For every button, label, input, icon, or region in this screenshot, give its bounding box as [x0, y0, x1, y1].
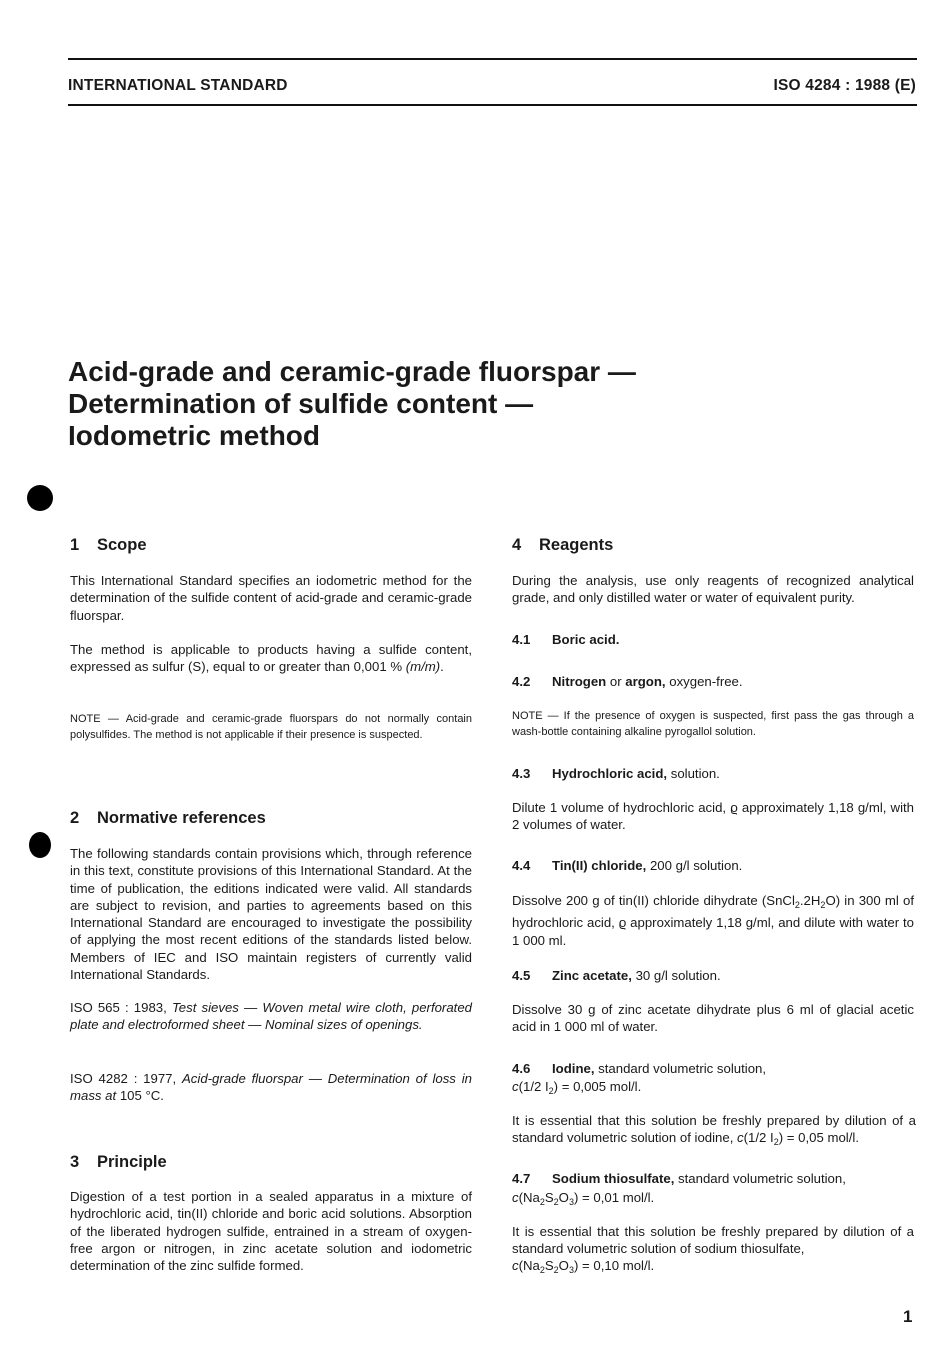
ref2-end: 105 °C.: [116, 1088, 164, 1104]
reagent-name: Sodium thiosulfate,: [552, 1171, 675, 1186]
reagent-number: 4.6: [512, 1061, 531, 1076]
scope-p2-end: .: [440, 659, 444, 675]
subscript: 3: [568, 1197, 574, 1207]
reagent-name: Boric acid.: [552, 632, 620, 647]
header-left: INTERNATIONAL STANDARD: [68, 77, 288, 94]
reagent-number: 4.3: [512, 766, 531, 781]
reagent-name: Tin(II) chloride,: [552, 858, 647, 873]
text-run: (1/2 I: [518, 1079, 549, 1094]
text-run: (Na: [518, 1258, 540, 1273]
subscript: 3: [568, 1265, 574, 1275]
scope-note: NOTE — Acid-grade and ceramic-grade fluorspars do not normally contain polysulfides. The method is not applicable if their presence is suspected.: [70, 713, 472, 741]
section-title: Reagents: [539, 536, 614, 554]
principle-paragraph: Digestion of a test portion in a sealed apparatus in a mixture of hydrochloric acid, tin(II) chloride and boric acid solutions. Absorption of the liberated hydrogen sulfide, entrained in a stream of oxygen-free argon or nitrogen, in zinc acetate solution and iodometric determination of the zinc sulfide formed.: [70, 1189, 472, 1274]
page-number: 1: [903, 1307, 913, 1326]
ref2-code: ISO 4282 : 1977,: [70, 1071, 182, 1086]
ref2-title: Acid-grade fluorspar — Determination of loss in mass at: [70, 1071, 472, 1104]
reference-iso-565: [70, 999, 472, 1034]
text-run: c: [737, 1130, 744, 1146]
section-heading-reagents: [512, 536, 613, 555]
subscript: 2: [539, 1265, 545, 1275]
reagent-name: Iodine,: [552, 1061, 595, 1076]
section-title: Principle: [97, 1153, 167, 1171]
text-run: (1/2 I: [743, 1130, 774, 1146]
text-run: ) = 0,005 mol/l.: [553, 1079, 642, 1094]
reagent-4-1: [512, 631, 619, 648]
subscript: 2: [773, 1137, 779, 1148]
scope-paragraph-1: This International Standard specifies an iodometric method for the determination of the sulfide content of acid-grade and ceramic-grade fluorspar.: [70, 573, 472, 623]
text-run: O: [558, 1258, 569, 1273]
text-run: O: [558, 1190, 569, 1205]
section-number: 2: [70, 809, 80, 827]
punch-hole-dot: [29, 832, 51, 858]
text-run: ) = 0,05 mol/l.: [778, 1130, 859, 1146]
reagent-name: argon,: [625, 674, 666, 689]
reagent-number: 4.1: [512, 632, 531, 647]
title-line-2: Determination of sulfide content —: [68, 388, 534, 419]
title-line-3: Iodometric method: [68, 420, 321, 451]
section-title: Normative references: [97, 809, 266, 827]
text-run: c: [512, 1079, 519, 1094]
section-heading-normative-references: [70, 809, 266, 828]
section-number: 4: [512, 536, 522, 554]
text-run: It is essential that this solution be freshly prepared by dilution of a standard volumetric solution of iodine,: [512, 1113, 916, 1146]
text-run: S: [544, 1190, 554, 1205]
section-number: 3: [70, 1153, 80, 1171]
refs-paragraph: The following standards contain provisions which, through reference in this text, constitute provisions of this International Standard. At the time of publication, the editions indicated were valid. All standards are subject to revision, and parties to agreements based on this International Standard are encouraged to investigate the possibility of applying the most recent editions of the standards listed below. Members of IEC and ISO maintain registers of currently valid International Standards.: [70, 846, 472, 983]
reagent-4-6-paragraph: [512, 1112, 916, 1152]
reagent-4-2-note: NOTE — If the presence of oxygen is suspected, first pass the gas through a wash-bottle containing alkaline pyrogallol solution.: [512, 710, 914, 738]
subscript: 2: [539, 1197, 545, 1207]
subscript: 2: [794, 900, 800, 910]
reagent-4-7-concentration: [512, 1189, 654, 1211]
text-run: .2H: [799, 893, 821, 908]
reagent-desc: standard volumetric solution,: [594, 1061, 767, 1076]
section-number: 1: [70, 536, 80, 554]
reagent-4-5: [512, 967, 721, 984]
text-run: c: [512, 1258, 519, 1273]
subscript: 2: [553, 1265, 559, 1275]
reagent-desc: standard volumetric solution,: [674, 1171, 846, 1186]
reagent-4-7-stock-concentration: [512, 1257, 654, 1279]
reagent-name: Zinc acetate,: [552, 968, 632, 983]
subscript: 2: [553, 1197, 559, 1207]
reagent-desc: oxygen-free.: [665, 674, 743, 689]
reagent-name: Nitrogen: [552, 674, 607, 689]
reagent-4-6-concentration: [512, 1078, 641, 1100]
text-run: Dissolve 200 g of tin(II) chloride dihydrate (SnCl: [512, 893, 795, 908]
reference-iso-4282: [70, 1070, 472, 1105]
scope-p2-unit: (m/m): [405, 659, 441, 675]
reagent-desc: 30 g/l solution.: [631, 968, 721, 983]
text-run: O) in 300 ml of hydrochloric acid, ϱ approximately 1,18 g/ml, and dilute with water to 1 000 ml.: [512, 893, 914, 948]
reagent-name: Hydrochloric acid,: [552, 766, 668, 781]
reagent-4-6: [512, 1060, 766, 1077]
punch-hole-dot: [27, 485, 53, 511]
title-line-1: Acid-grade and ceramic-grade fluorspar —: [68, 356, 636, 387]
text-run: (Na: [518, 1190, 540, 1205]
reagent-4-3-paragraph: Dilute 1 volume of hydrochloric acid, ϱ approximately 1,18 g/ml, with 2 volumes of water.: [512, 800, 914, 833]
section-heading-scope: [70, 536, 147, 555]
reagent-4-5-paragraph: Dissolve 30 g of zinc acetate dihydrate plus 6 ml of glacial acetic acid in 1 000 ml of water.: [512, 1002, 914, 1035]
reagent-number: 4.5: [512, 968, 531, 983]
section-heading-principle: [70, 1153, 167, 1172]
reagent-4-4: [512, 857, 742, 874]
reagent-number: 4.4: [512, 858, 531, 873]
subscript: 2: [820, 900, 826, 910]
header-rule: [68, 104, 917, 106]
document-title: [68, 356, 928, 452]
reagent-4-2: [512, 673, 743, 690]
reagent-number: 4.7: [512, 1171, 531, 1186]
text-run: S: [544, 1258, 554, 1273]
scope-p2-text: The method is applicable to products having a sulfide content, expressed as sulfur (S), equal to or greater than 0,001 %: [70, 642, 472, 675]
reagent-4-7: [512, 1170, 914, 1187]
text-run: ) = 0,10 mol/l.: [573, 1258, 655, 1273]
section-title: Scope: [97, 536, 147, 554]
scope-paragraph-2: [70, 641, 472, 676]
reagent-4-7-paragraph: It is essential that this solution be freshly prepared by dilution of a standard volumetric solution of sodium thiosulfate,: [512, 1224, 914, 1257]
reagent-4-3: [512, 765, 720, 782]
top-rule: [68, 58, 917, 60]
reagent-4-4-paragraph: [512, 892, 914, 949]
reagent-desc: solution.: [667, 766, 720, 781]
header-right: ISO 4284 : 1988 (E): [773, 77, 916, 94]
reagent-number: 4.2: [512, 674, 531, 689]
reagent-desc: 200 g/l solution.: [646, 858, 743, 873]
subscript: 2: [548, 1086, 554, 1096]
text-run: c: [512, 1190, 519, 1205]
text-run: ) = 0,01 mol/l.: [573, 1190, 655, 1205]
ref1-code: ISO 565 : 1983,: [70, 1000, 172, 1015]
reagent-connector: or: [606, 674, 626, 689]
reagents-paragraph: During the analysis, use only reagents of recognized analytical grade, and only distilled water or water of equivalent purity.: [512, 573, 914, 606]
ref1-title: Test sieves — Woven metal wire cloth, perforated plate and electroformed sheet — Nominal sizes of openings.: [70, 1000, 472, 1033]
